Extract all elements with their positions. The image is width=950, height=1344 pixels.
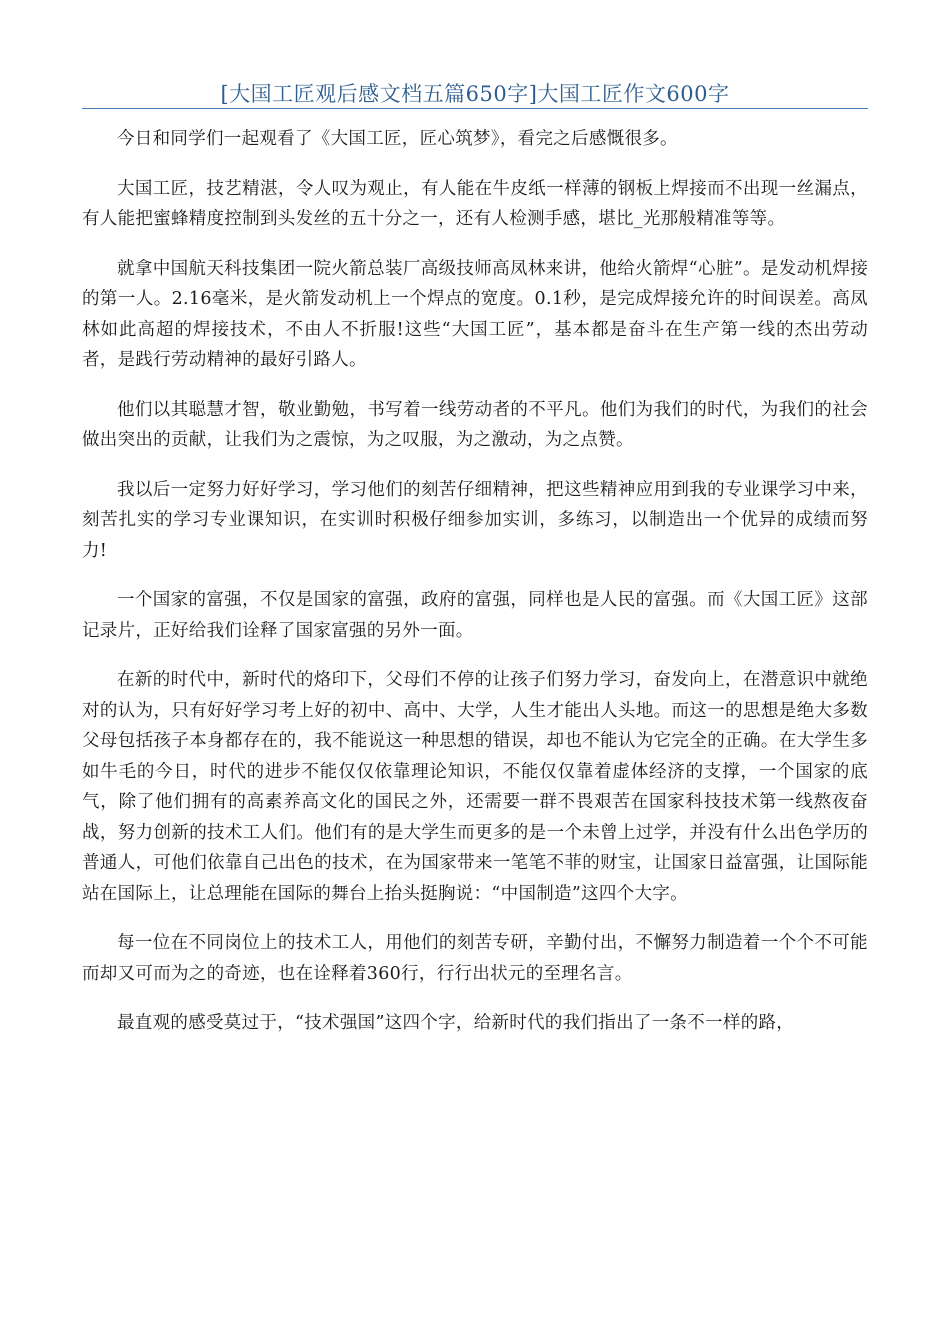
- paragraph: 在新的时代中，新时代的烙印下，父母们不停的让孩子们努力学习，奋发向上，在潜意识中就绝对的认为，只有好好学习考上好的初中、高中、大学，人生才能出人头地。而这一的思想是绝大多数父母包括孩子本身都存在的，我不能说这一种思想的错误，却也不能认为它完全的正确。在大学生多如牛毛的今日，时代的进步不能仅仅依靠理论知识，不能仅仅靠着虚体经济的支撑，一个国家的底气，除了他们拥有的高素养高文化的国民之外，还需要一群不畏艰苦在国家科技技术第一线熬夜奋战，努力创新的技术工人们。他们有的是大学生而更多的是一个未曾上过学，并没有什么出色学历的普通人，可他们依靠自己出色的技术，在为国家带来一笔笔不菲的财宝，让国家日益富强，让国际能站在国际上，让总理能在国际的舞台上抬头挺胸说：“中国制造”这四个大字。: [82, 670, 868, 904]
- document-title: [大国工匠观后感文档五篇650字]大国工匠作文600字: [220, 82, 730, 106]
- paragraph: 最直观的感受莫过于，“技术强国”这四个字，给新时代的我们指出了一条不一样的路，: [117, 1013, 795, 1033]
- paragraph: 一个国家的富强，不仅是国家的富强，政府的富强，同样也是人民的富强。而《大国工匠》这部记录片，正好给我们诠释了国家富强的另外一面。: [82, 590, 868, 641]
- paragraph: 我以后一定努力好好学习，学习他们的刻苦仔细精神，把这些精神应用到我的专业课学习中来，刻苦扎实的学习专业课知识，在实训时积极仔细参加实训，多练习，以制造出一个优异的成绩而努力!: [82, 479, 868, 561]
- paragraph: 大国工匠，技艺精湛，令人叹为观止，有人能在牛皮纸一样薄的钢板上焊接而不出现一丝漏点，有人能把蜜蜂精度控制到头发丝的五十分之一，还有人检测手感，堪比_光那般精准等等。: [82, 178, 868, 229]
- paragraph: 他们以其聪慧才智，敬业勤勉，书写着一线劳动者的不平凡。他们为我们的时代，为我们的社会做出突出的贡献，让我们为之震惊，为之叹服，为之激动，为之点赞。: [82, 399, 868, 450]
- document-body: [82, 124, 868, 1058]
- paragraph: 就拿中国航天科技集团一院火箭总装厂高级技师高凤林来讲，他给火箭焊“心脏”。是发动机焊接的第一人。2.16毫米，是火箭发动机上一个焊点的宽度。0.1秒，是完成焊接允许的时间误差。高凤林如此高超的焊接技术，不由人不折服!这些“大国工匠”，基本都是奋斗在生产第一线的杰出劳动者，是践行劳动精神的最好引路人。: [82, 258, 868, 370]
- paragraph: 今日和同学们一起观看了《大国工匠，匠心筑梦》，看完之后感慨很多。: [117, 129, 678, 149]
- title-underline-divider: [82, 108, 868, 109]
- paragraph: 每一位在不同岗位上的技术工人，用他们的刻苦专研，辛勤付出，不懈努力制造着一个个不可能而却又可而为之的奇迹，也在诠释着360行，行行出状元的至理名言。: [82, 933, 868, 984]
